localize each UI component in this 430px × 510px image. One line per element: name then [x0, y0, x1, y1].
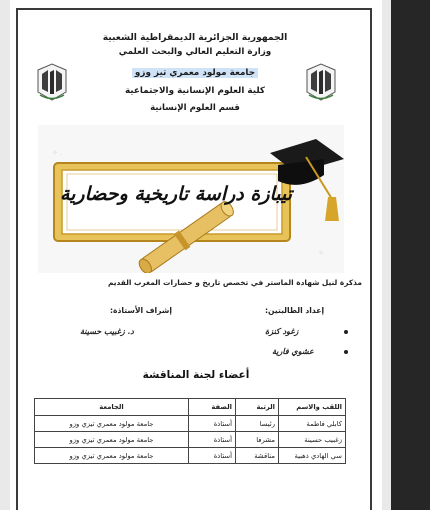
- university-logo-left: [34, 62, 70, 102]
- jury-rank: مشرفا: [236, 432, 279, 448]
- header-republic: الجمهورية الجزائرية الديمقراطية الشعبية: [102, 32, 288, 43]
- table-header-row: [35, 399, 346, 416]
- jury-rank: رئيسا: [236, 416, 279, 432]
- jury-table: [34, 398, 346, 464]
- jury-name: زغبيب حسينة: [279, 432, 346, 448]
- jury-university: جامعة مولود معمري تيزي وزو: [35, 416, 189, 432]
- table-row: [35, 416, 346, 432]
- thesis-title: تيبازة دراسة تاريخية وحضارية: [59, 183, 293, 205]
- header-department: قسم العلوم الإنسانية: [150, 103, 240, 113]
- supervisor-label: إشراف الأستاذة:: [110, 306, 172, 315]
- supervisor-name: د. زغبيب حسينة: [80, 326, 134, 336]
- jury-role: أستاذة: [189, 416, 236, 432]
- bullet-icon: [344, 350, 348, 354]
- header-name: اللقب والاسم: [279, 399, 346, 416]
- bullet-icon: [344, 330, 348, 334]
- header-role: الصفة: [189, 399, 236, 416]
- jury-university: جامعة مولود معمري تيزي وزو: [35, 432, 189, 448]
- jury-role: أستاذة: [189, 432, 236, 448]
- svg-text:✧ .: ✧ .: [52, 149, 63, 157]
- header-ministry: وزارة التعليم العالي والبحث العلمي: [118, 47, 272, 57]
- header-rank: الرتبة: [236, 399, 279, 416]
- jury-university: جامعة مولود معمري تيزي وزو: [35, 448, 189, 464]
- students-label: إعداد الطالبتين:: [265, 306, 325, 315]
- viewer-side-panel: [391, 0, 430, 510]
- header-university: جامعة مولود معمري تيز وزو: [90, 68, 300, 78]
- student-name: عشوي فارية: [272, 346, 314, 356]
- jury-rank: مناقشة: [236, 448, 279, 464]
- jury-role: أستاذة: [189, 448, 236, 464]
- header-university: الجامعة: [35, 399, 189, 416]
- table-row: [35, 432, 346, 448]
- jury-name: سي الهادي ذهبية: [279, 448, 346, 464]
- memo-description: مذكرة لنيل شهادة الماستر في تخصص تاريخ و حضارات المغرب القديم: [107, 278, 362, 287]
- jury-name: كابلي فاطمة: [279, 416, 346, 432]
- student-name: زغود كنزة: [265, 326, 299, 336]
- university-logo-right: [303, 62, 339, 102]
- header-faculty: كلية العلوم الإنسانية والاجتماعية: [124, 86, 266, 96]
- svg-text:✧: ✧: [318, 249, 324, 257]
- document-page: [10, 0, 382, 510]
- committee-title: أعضاء لجنة المناقشة: [142, 369, 250, 381]
- table-row: [35, 448, 346, 464]
